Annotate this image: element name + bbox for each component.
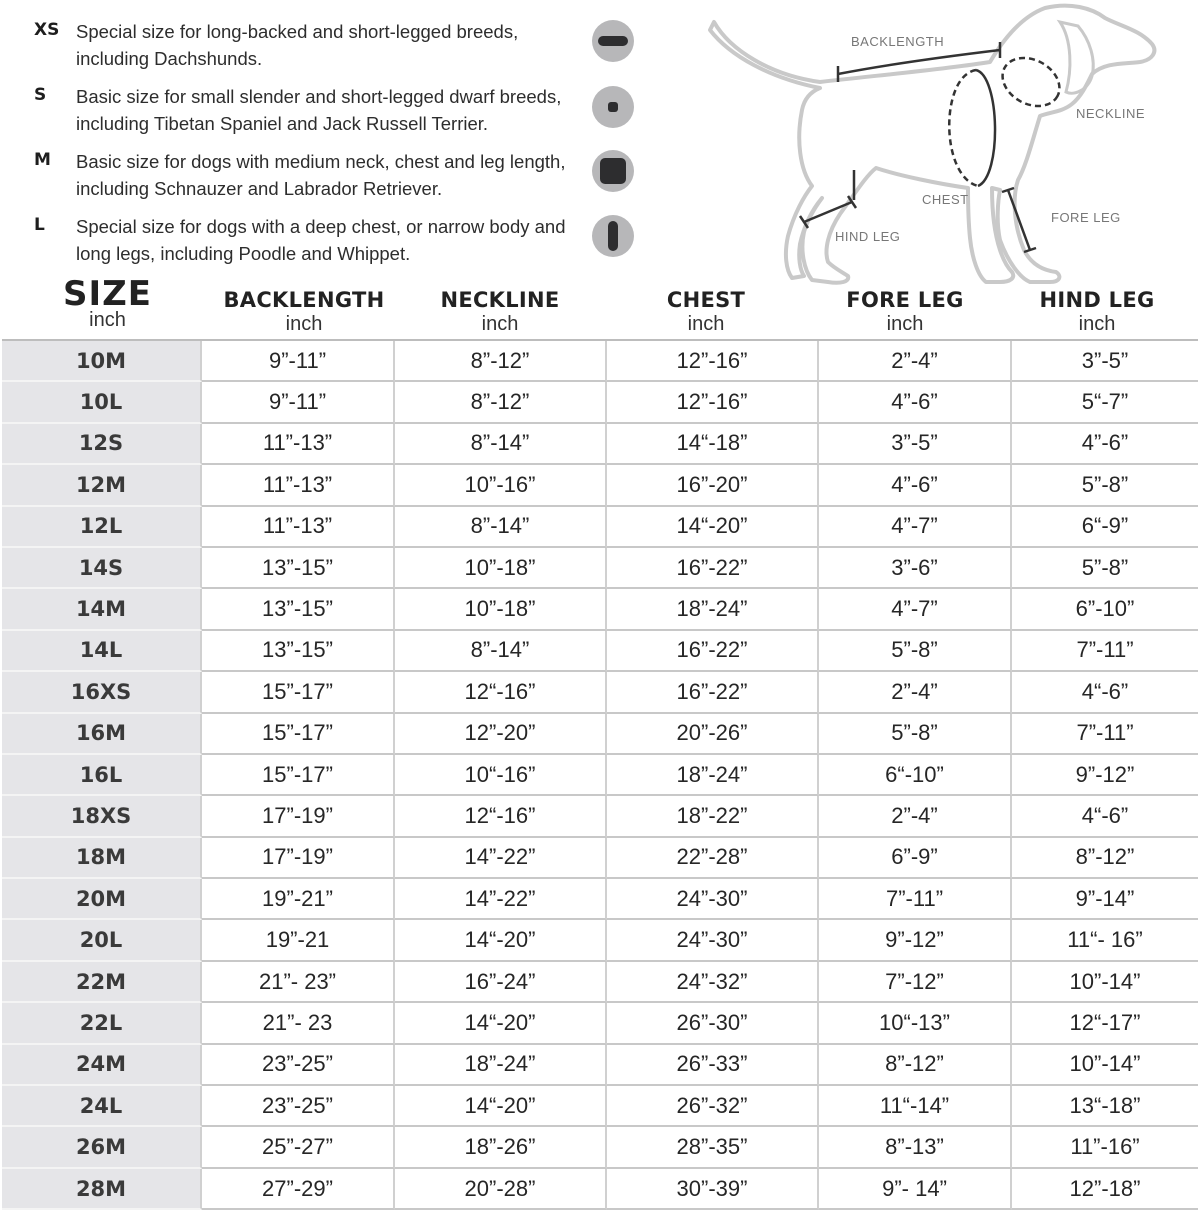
legend-line: including Dachshunds. [76, 48, 263, 69]
fore-leg-cell: 2”-4” [819, 672, 1012, 713]
chest-cell: 16”-22” [607, 631, 819, 672]
size-cell: 20L [2, 920, 202, 961]
header-size [40, 276, 175, 332]
header-title: NECKLINE [440, 288, 560, 312]
neckline-cell: 12”-20” [395, 714, 607, 755]
hind-leg-cell: 9”-12” [1012, 755, 1198, 796]
neckline-cell: 16”-24” [395, 962, 607, 1003]
neckline-cell: 18”-26” [395, 1127, 607, 1168]
header-hind-leg [997, 288, 1197, 336]
fore-leg-cell: 8”-13” [819, 1127, 1012, 1168]
fore-leg-cell: 4”-7” [819, 507, 1012, 548]
size-cell: 22M [2, 962, 202, 1003]
backlength-cell: 15”-17” [202, 672, 395, 713]
fore-leg-cell: 10“-13” [819, 1003, 1012, 1044]
backlength-cell: 27”-29” [202, 1169, 395, 1210]
size-cell: 14S [2, 548, 202, 589]
chest-cell: 26”-32” [607, 1086, 819, 1127]
backlength-cell: 23”-25” [202, 1045, 395, 1086]
fore-leg-cell: 4”-6” [819, 382, 1012, 423]
dog-measurement-diagram [700, 0, 1200, 290]
backlength-cell: 13”-15” [202, 631, 395, 672]
hind-leg-cell: 7”-11” [1012, 714, 1198, 755]
backlength-cell: 21”- 23” [202, 962, 395, 1003]
chest-cell: 12”-16” [607, 341, 819, 382]
header-unit: inch [481, 313, 519, 335]
fore-leg-cell: 9”-12” [819, 920, 1012, 961]
chest-cell: 16”-22” [607, 548, 819, 589]
fore-leg-cell: 4”-6” [819, 465, 1012, 506]
backlength-cell: 11”-13” [202, 424, 395, 465]
size-cell: 14M [2, 589, 202, 630]
dog-illustration [700, 0, 1200, 290]
legend-line: Special size for long-backed and short-legged breeds, [76, 21, 519, 42]
backlength-cell: 13”-15” [202, 589, 395, 630]
fore-leg-cell: 5”-8” [819, 631, 1012, 672]
chest-label: CHEST [922, 192, 969, 207]
chest-cell: 24”-32” [607, 962, 819, 1003]
hind-leg-cell: 10”-14” [1012, 1045, 1198, 1086]
hind-leg-cell: 4“-6” [1012, 672, 1198, 713]
neckline-cell: 10”-18” [395, 548, 607, 589]
fore-leg-cell: 3”-6” [819, 548, 1012, 589]
legend-row-s [0, 67, 660, 134]
legend-code: M [34, 150, 51, 170]
neckline-cell: 14“-20” [395, 920, 607, 961]
hind-leg-cell: 3”-5” [1012, 341, 1198, 382]
neckline-cell: 18”-24” [395, 1045, 607, 1086]
backlength-cell: 9”-11” [202, 382, 395, 423]
legend-row-xs [0, 2, 660, 69]
legend-description [76, 18, 586, 72]
hind-leg-cell: 4“-6” [1012, 796, 1198, 837]
fore-leg-cell: 5”-8” [819, 714, 1012, 755]
size-cell: 24L [2, 1086, 202, 1127]
neckline-cell: 14“-20” [395, 1003, 607, 1044]
header-unit: inch [687, 313, 725, 335]
size-table-header [0, 274, 1200, 338]
fore-leg-cell: 4”-7” [819, 589, 1012, 630]
chest-cell: 12”-16” [607, 382, 819, 423]
backlength-label: BACKLENGTH [851, 34, 945, 49]
legend-code: L [34, 215, 45, 235]
vertical-bar-icon [592, 215, 634, 257]
size-cell: 26M [2, 1127, 202, 1168]
legend-line: including Tibetan Spaniel and Jack Russell Terrier. [76, 113, 489, 134]
fore-leg-cell: 7”-12” [819, 962, 1012, 1003]
chest-cell: 22”-28” [607, 838, 819, 879]
hind-leg-cell: 5“-7” [1012, 382, 1198, 423]
size-cell: 12S [2, 424, 202, 465]
hind-leg-cell: 8”-12” [1012, 838, 1198, 879]
header-neckline [400, 288, 600, 336]
neckline-cell: 8”-12” [395, 382, 607, 423]
hind-leg-cell: 13“-18” [1012, 1086, 1198, 1127]
chest-cell: 16”-20” [607, 465, 819, 506]
legend-line: long legs, including Poodle and Whippet. [76, 243, 411, 264]
size-cell: 18XS [2, 796, 202, 837]
neckline-cell: 20”-28” [395, 1169, 607, 1210]
size-cell: 22L [2, 1003, 202, 1044]
backlength-cell: 19”-21 [202, 920, 395, 961]
chest-cell: 28”-35” [607, 1127, 819, 1168]
hind-leg-label: HIND LEG [835, 229, 901, 244]
legend-line: including Schnauzer and Labrador Retriever. [76, 178, 443, 199]
backlength-cell: 17”-19” [202, 796, 395, 837]
size-cell: 12M [2, 465, 202, 506]
legend-description [76, 213, 586, 267]
legend-line: Special size for dogs with a deep chest, or narrow body and [76, 216, 566, 237]
header-unit: inch [285, 313, 323, 335]
neckline-label: NECKLINE [1076, 106, 1146, 121]
horizontal-bar-icon [592, 20, 634, 62]
legend-line: Basic size for dogs with medium neck, chest and leg length, [76, 151, 566, 172]
chest-cell: 30”-39” [607, 1169, 819, 1210]
backlength-cell: 19”-21” [202, 879, 395, 920]
hind-leg-cell: 11”-16” [1012, 1127, 1198, 1168]
small-dot-icon [592, 86, 634, 128]
chest-cell: 18”-24” [607, 755, 819, 796]
size-cell: 10M [2, 341, 202, 382]
neckline-cell: 14“-20” [395, 1086, 607, 1127]
backlength-cell: 13”-15” [202, 548, 395, 589]
size-cell: 18M [2, 838, 202, 879]
header-chest [606, 288, 806, 336]
fore-leg-cell: 8”-12” [819, 1045, 1012, 1086]
header-title: FORE LEG [846, 288, 964, 312]
size-cell: 16L [2, 755, 202, 796]
hind-leg-cell: 6“-9” [1012, 507, 1198, 548]
fore-leg-cell: 9”- 14” [819, 1169, 1012, 1210]
backlength-cell: 15”-17” [202, 755, 395, 796]
square-icon [592, 150, 634, 192]
header-title: CHEST [666, 288, 746, 312]
header-fore-leg [805, 288, 1005, 336]
neckline-cell: 8”-14” [395, 507, 607, 548]
backlength-cell: 9”-11” [202, 341, 395, 382]
legend-code: S [34, 85, 47, 105]
hind-leg-cell: 10”-14” [1012, 962, 1198, 1003]
legend-row-m [0, 132, 660, 199]
legend-row-l [0, 197, 660, 264]
header-unit: inch [886, 313, 924, 335]
backlength-cell: 25”-27” [202, 1127, 395, 1168]
chest-cell: 24”-30” [607, 920, 819, 961]
header-title: BACKLENGTH [223, 288, 385, 312]
neckline-cell: 12“-16” [395, 672, 607, 713]
size-cell: 16XS [2, 672, 202, 713]
neckline-cell: 14”-22” [395, 879, 607, 920]
neckline-cell: 10”-18” [395, 589, 607, 630]
fore-leg-label: FORE LEG [1051, 210, 1121, 225]
header-title: SIZE [62, 274, 153, 314]
fore-leg-cell: 6“-10” [819, 755, 1012, 796]
size-cell: 14L [2, 631, 202, 672]
backlength-cell: 17”-19” [202, 838, 395, 879]
hind-leg-cell: 12”-18” [1012, 1169, 1198, 1210]
chest-cell: 16”-22” [607, 672, 819, 713]
hind-leg-cell: 12“-17” [1012, 1003, 1198, 1044]
fore-leg-cell: 2”-4” [819, 341, 1012, 382]
size-cell: 28M [2, 1169, 202, 1210]
size-type-legend [0, 0, 700, 275]
hind-leg-cell: 7”-11” [1012, 631, 1198, 672]
neckline-cell: 8”-12” [395, 341, 607, 382]
neckline-cell: 10“-16” [395, 755, 607, 796]
neckline-cell: 14”-22” [395, 838, 607, 879]
fore-leg-cell: 2”-4” [819, 796, 1012, 837]
hind-leg-cell: 6”-10” [1012, 589, 1198, 630]
hind-leg-cell: 5”-8” [1012, 465, 1198, 506]
neckline-cell: 8”-14” [395, 631, 607, 672]
header-title: HIND LEG [1039, 288, 1155, 312]
backlength-cell: 11”-13” [202, 465, 395, 506]
neckline-cell: 10”-16” [395, 465, 607, 506]
size-cell: 12L [2, 507, 202, 548]
size-cell: 10L [2, 382, 202, 423]
hind-leg-cell: 9”-14” [1012, 879, 1198, 920]
legend-description [76, 148, 586, 202]
chest-cell: 20”-26” [607, 714, 819, 755]
header-unit: inch [1078, 313, 1116, 335]
hind-leg-cell: 4”-6” [1012, 424, 1198, 465]
legend-line: Basic size for small slender and short-legged dwarf breeds, [76, 86, 562, 107]
chest-cell: 24”-30” [607, 879, 819, 920]
fore-leg-cell: 3”-5” [819, 424, 1012, 465]
fore-leg-cell: 7”-11” [819, 879, 1012, 920]
hind-leg-cell: 11“- 16” [1012, 920, 1198, 961]
chest-cell: 18”-24” [607, 589, 819, 630]
legend-description [76, 83, 586, 137]
size-cell: 20M [2, 879, 202, 920]
neckline-cell: 8”-14” [395, 424, 607, 465]
chest-cell: 18”-22” [607, 796, 819, 837]
neckline-cell: 12“-16” [395, 796, 607, 837]
backlength-cell: 23”-25” [202, 1086, 395, 1127]
header-unit: inch [89, 309, 126, 331]
chest-cell: 14“-18” [607, 424, 819, 465]
backlength-cell: 11”-13” [202, 507, 395, 548]
fore-leg-cell: 6”-9” [819, 838, 1012, 879]
hind-leg-cell: 5”-8” [1012, 548, 1198, 589]
chest-cell: 26”-33” [607, 1045, 819, 1086]
legend-code: XS [34, 20, 60, 40]
fore-leg-cell: 11“-14” [819, 1086, 1012, 1127]
size-cell: 24M [2, 1045, 202, 1086]
size-table [2, 339, 1198, 1210]
chest-cell: 14“-20” [607, 507, 819, 548]
size-cell: 16M [2, 714, 202, 755]
header-backlength [204, 288, 404, 336]
backlength-cell: 21”- 23 [202, 1003, 395, 1044]
backlength-cell: 15”-17” [202, 714, 395, 755]
chest-cell: 26”-30” [607, 1003, 819, 1044]
